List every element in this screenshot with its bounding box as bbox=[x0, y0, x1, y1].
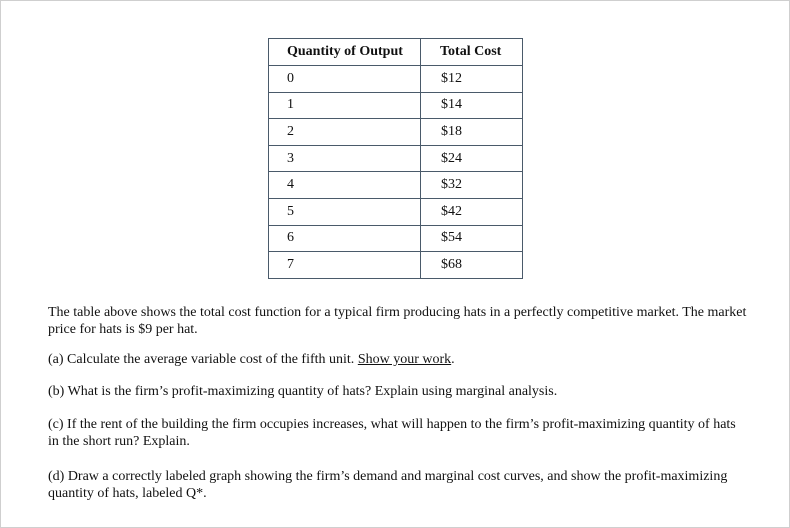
table-row bbox=[269, 172, 523, 199]
quantity-cell: 4 bbox=[269, 172, 421, 199]
question-b: (b) What is the firm’s profit-maximizing quantity of hats? Explain using marginal analysis. bbox=[48, 384, 558, 399]
total-cost-table bbox=[268, 38, 523, 279]
quantity-cell: 3 bbox=[269, 145, 421, 172]
question-a-end: . bbox=[451, 352, 455, 367]
quantity-cell: 5 bbox=[269, 198, 421, 225]
total-cost-cell: $42 bbox=[421, 198, 523, 225]
question-a-text: (a) Calculate the average variable cost of the fifth unit. bbox=[48, 352, 358, 367]
total-cost-cell: $54 bbox=[421, 225, 523, 252]
total-cost-cell: $68 bbox=[421, 252, 523, 279]
table-row bbox=[269, 252, 523, 279]
total-cost-cell: $24 bbox=[421, 145, 523, 172]
total-cost-cell: $18 bbox=[421, 119, 523, 146]
question-d: (d) Draw a correctly labeled graph showing the firm’s demand and marginal cost curves, and show the profit-maximizing quantity of hats, labeled Q*. bbox=[48, 469, 728, 501]
table-row bbox=[269, 66, 523, 93]
show-your-work-emphasis: Show your work bbox=[357, 352, 452, 367]
quantity-cell: 1 bbox=[269, 92, 421, 119]
table-row bbox=[269, 119, 523, 146]
header-total-cost: Total Cost bbox=[421, 39, 523, 66]
total-cost-cell: $14 bbox=[421, 92, 523, 119]
table-row bbox=[269, 198, 523, 225]
question-c: (c) If the rent of the building the firm occupies increases, what will happen to the firm’s profit-maximizing quantity of hats in the short run? Explain. bbox=[48, 417, 736, 449]
quantity-cell: 6 bbox=[269, 225, 421, 252]
quantity-cell: 7 bbox=[269, 252, 421, 279]
question-a bbox=[48, 351, 748, 368]
intro-paragraph: The table above shows the total cost function for a typical firm producing hats in a perfectly competitive market. The market price for hats is $9 per hat. bbox=[48, 305, 747, 337]
table-row bbox=[269, 225, 523, 252]
total-cost-cell: $32 bbox=[421, 172, 523, 199]
table-row bbox=[269, 92, 523, 119]
header-quantity-of-output: Quantity of Output bbox=[269, 39, 421, 66]
quantity-cell: 0 bbox=[269, 66, 421, 93]
quantity-cell: 2 bbox=[269, 119, 421, 146]
table-header-row bbox=[269, 39, 523, 66]
total-cost-cell: $12 bbox=[421, 66, 523, 93]
table-row bbox=[269, 145, 523, 172]
